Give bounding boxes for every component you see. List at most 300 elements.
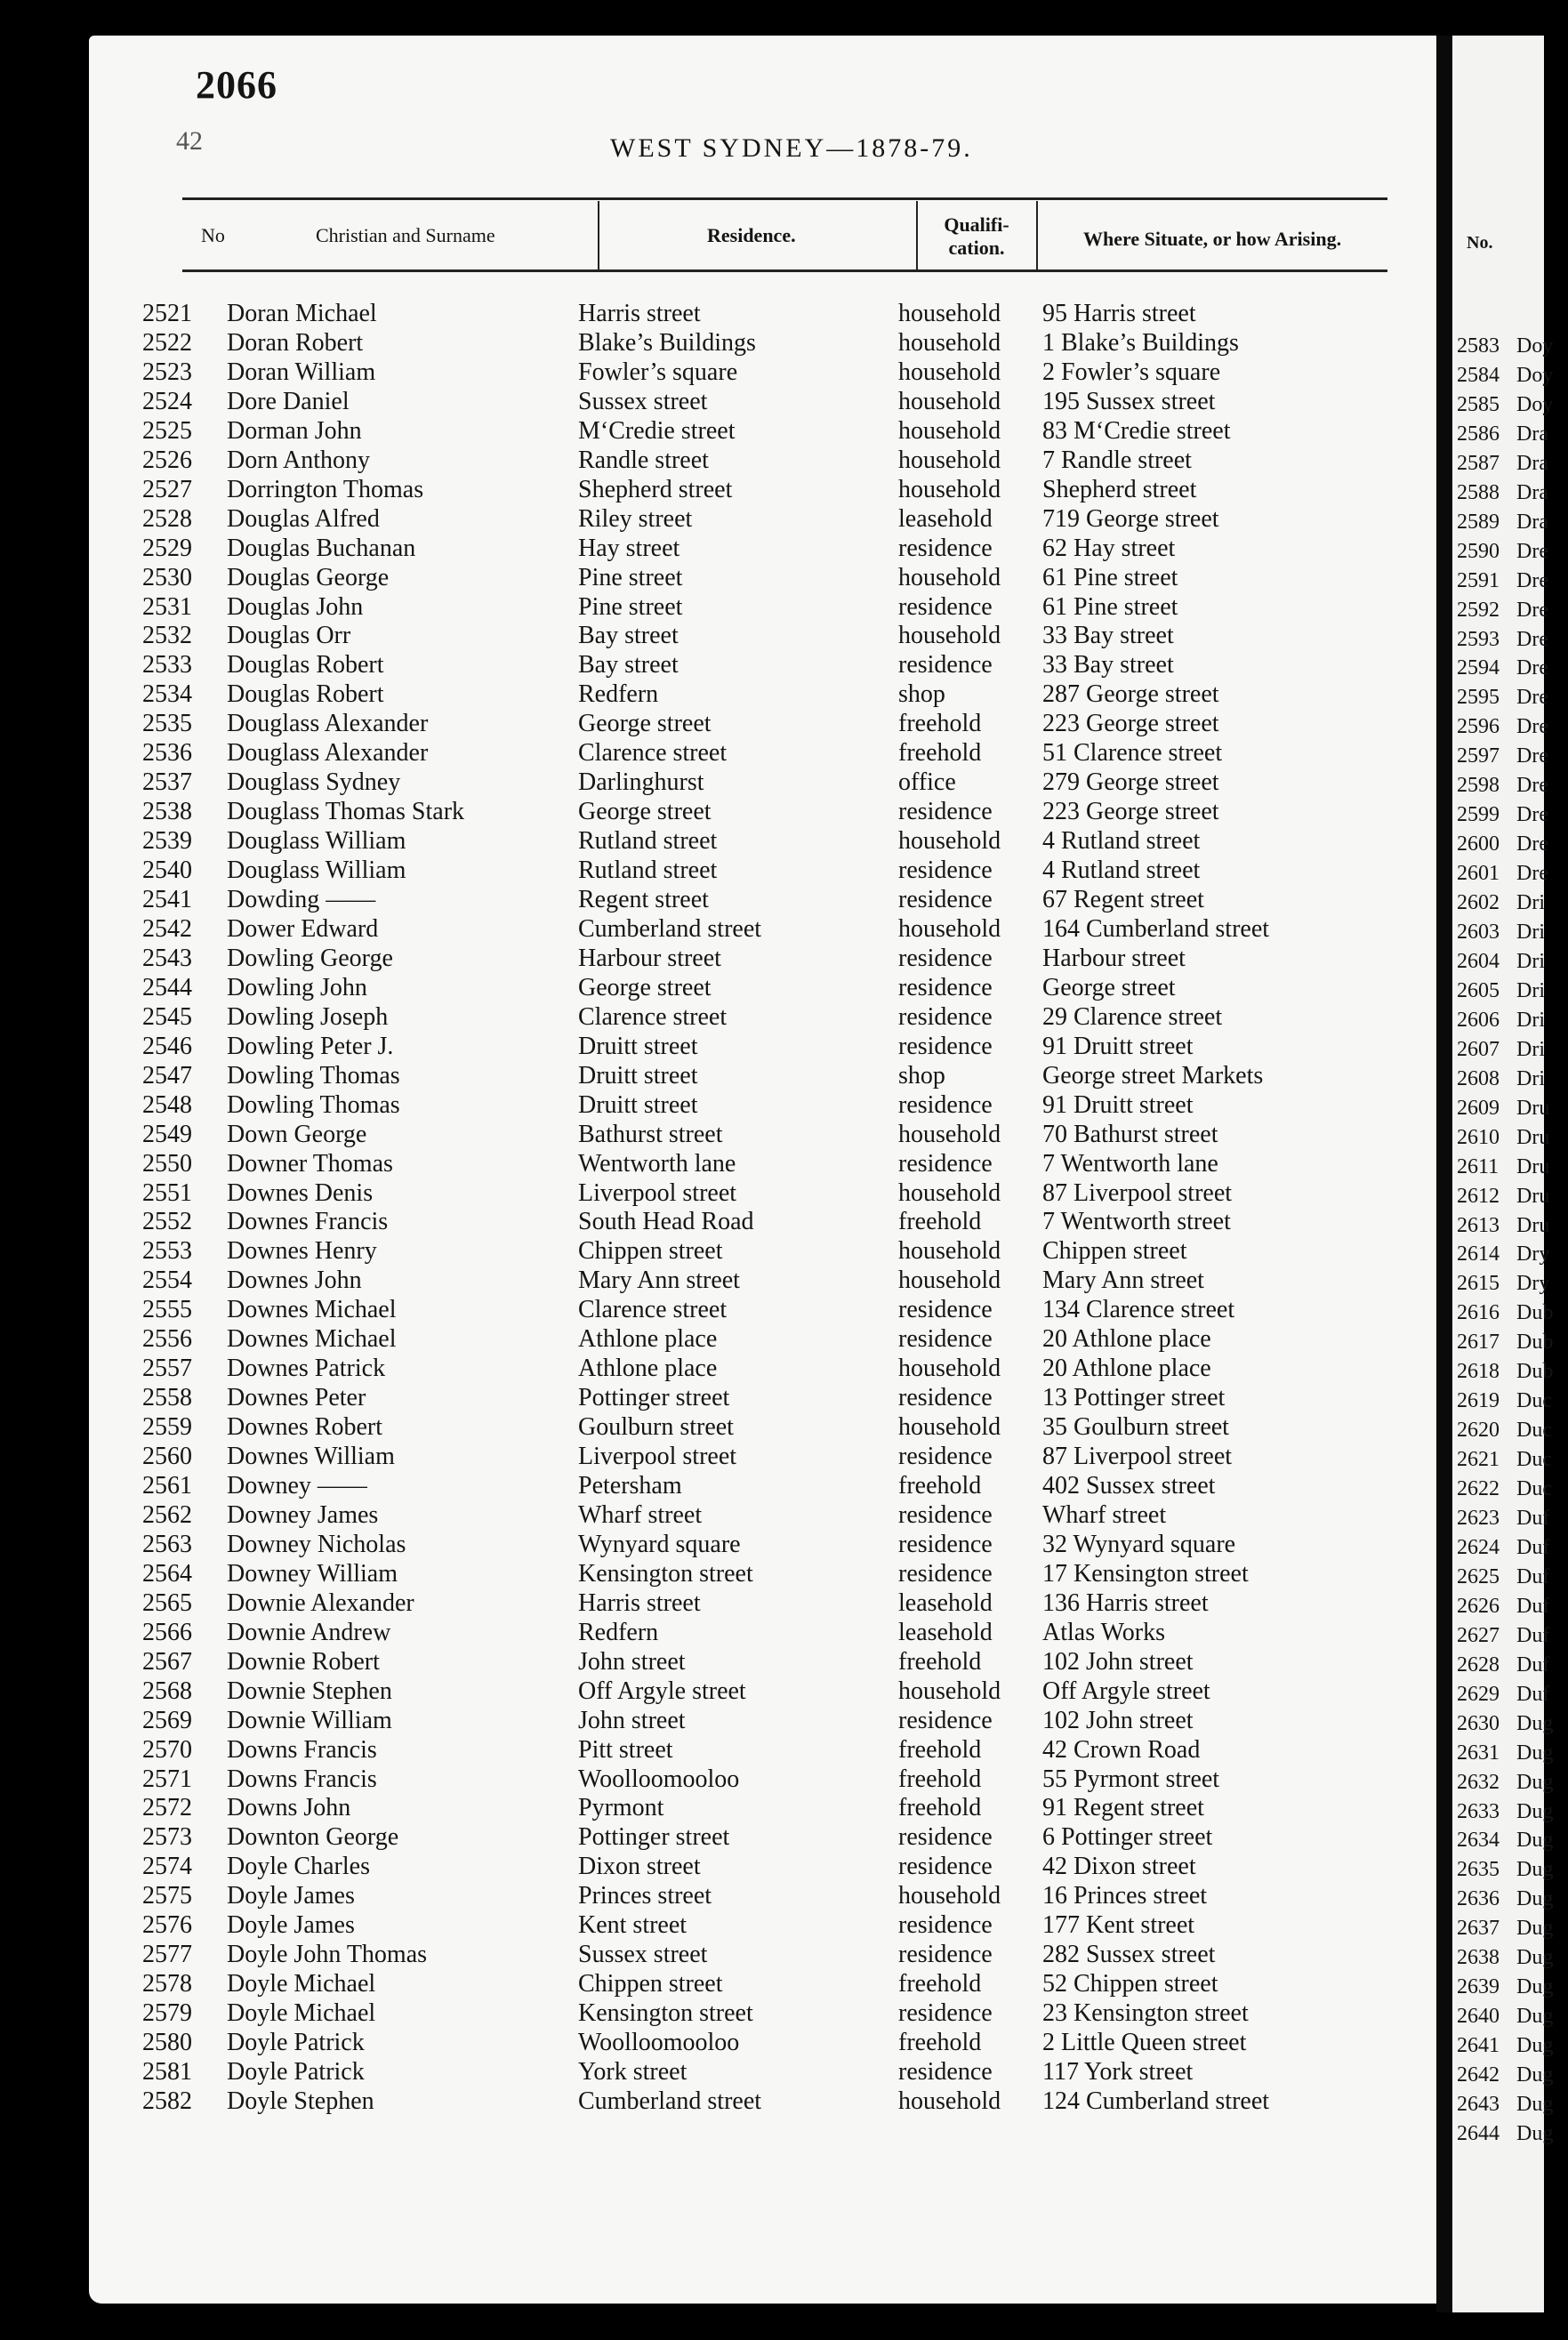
entry-where: 134 Clarence street	[1042, 1296, 1235, 1324]
table-row	[0, 1266, 1370, 1295]
entry-name: Downes Patrick	[227, 1355, 386, 1383]
entry-residence: Hay street	[578, 534, 680, 562]
entry-name: Douglas Buchanan	[227, 534, 416, 562]
entry-where: 42 Dixon street	[1042, 1853, 1196, 1881]
entry-where: 17 Kensington street	[1042, 1559, 1249, 1588]
table-row	[0, 1940, 1370, 1969]
entry-number: 2542	[142, 914, 192, 943]
table-row	[0, 1412, 1370, 1442]
entry-number: 2576	[142, 1911, 192, 1940]
right-list-item	[1452, 1123, 1568, 1153]
entry-number: 2563	[142, 1530, 192, 1558]
entry-number: 2546	[142, 1032, 192, 1060]
right-list-item	[1452, 947, 1568, 977]
right-entry-name: Dug	[1516, 1858, 1554, 1882]
table-row	[0, 1002, 1370, 1032]
entry-qualification: residence	[898, 1999, 993, 2028]
entry-qualification: freehold	[898, 1794, 982, 1822]
entry-name: Downie Andrew	[227, 1618, 391, 1646]
entry-qualification: household	[898, 1677, 1001, 1705]
entry-name: Dowding ——	[227, 886, 376, 913]
right-entry-name: Duc	[1516, 1448, 1552, 1472]
table-row	[0, 2028, 1370, 2057]
entry-residence: Druitt street	[578, 1061, 698, 1090]
right-entry-name: Dry	[1516, 1242, 1550, 1266]
right-entry-name: Dry	[1516, 1272, 1550, 1296]
entry-qualification: freehold	[898, 739, 982, 768]
table-row	[0, 768, 1370, 797]
entry-residence: George street	[578, 710, 712, 738]
right-entry-number: 2607	[1457, 1037, 1500, 1061]
entry-name: Dorrington Thomas	[227, 475, 424, 503]
entry-residence: Athlone place	[578, 1325, 718, 1354]
right-list-item	[1452, 478, 1568, 508]
entry-number: 2559	[142, 1413, 192, 1442]
entry-residence: Clarence street	[578, 1002, 728, 1031]
right-list-item	[1452, 2061, 1568, 2090]
entry-residence: Cumberland street	[578, 2087, 762, 2115]
entry-where: Atlas Works	[1042, 1618, 1166, 1646]
table-row	[0, 650, 1370, 679]
entry-residence: Petersham	[578, 1472, 682, 1500]
entry-where: 83 M‘Credie street	[1042, 416, 1231, 445]
entry-where: Mary Ann street	[1042, 1266, 1204, 1295]
entry-residence: South Head Road	[578, 1208, 754, 1236]
right-list-item	[1452, 1563, 1568, 1592]
right-entry-number: 2604	[1457, 949, 1500, 973]
right-list-item	[1452, 859, 1568, 889]
entry-qualification: residence	[898, 798, 993, 826]
qualification-header-line-2: cation.	[948, 237, 1005, 259]
column-header-where: Where Situate, or how Arising.	[1083, 228, 1342, 250]
entry-name: Douglas Alfred	[227, 504, 380, 533]
right-entry-number: 2620	[1457, 1419, 1500, 1443]
right-entry-name: Dru	[1516, 1096, 1550, 1120]
entry-where: 32 Wynyard square	[1042, 1530, 1236, 1558]
entry-qualification: household	[898, 1413, 1001, 1442]
right-entry-number: 2625	[1457, 1564, 1500, 1588]
entry-number: 2556	[142, 1325, 192, 1354]
entry-residence: Darlinghurst	[578, 768, 704, 797]
entry-where: 402 Sussex street	[1042, 1472, 1216, 1500]
right-list-item	[1452, 567, 1568, 596]
entry-residence: George street	[578, 798, 712, 826]
table-row	[0, 387, 1370, 416]
table-row	[0, 1207, 1370, 1236]
entry-name: Dorn Anthony	[227, 446, 370, 474]
table-row	[0, 1120, 1370, 1149]
right-entry-number: 2626	[1457, 1594, 1500, 1618]
table-row	[0, 2057, 1370, 2087]
right-entry-number: 2588	[1457, 480, 1500, 504]
entry-name: Downey Nicholas	[227, 1530, 406, 1558]
right-entry-number: 2615	[1457, 1272, 1500, 1296]
entry-where: 4 Rutland street	[1042, 827, 1201, 856]
header-divider-2	[916, 201, 918, 272]
right-entry-name: Dru	[1516, 1125, 1550, 1149]
entry-number: 2582	[142, 2087, 192, 2115]
right-list-item	[1452, 361, 1568, 390]
right-entry-name: Dug	[1516, 2063, 1554, 2087]
entry-where: 117 York street	[1042, 2058, 1194, 2086]
table-row	[0, 1530, 1370, 1559]
right-entry-number: 2602	[1457, 891, 1500, 915]
entry-residence: Pine street	[578, 563, 683, 591]
entry-residence: Kensington street	[578, 1559, 753, 1588]
entry-name: Dowling George	[227, 944, 393, 972]
entry-number: 2573	[142, 1823, 192, 1852]
column-header-no: No	[201, 224, 225, 246]
entry-residence: Shepherd street	[578, 475, 733, 503]
entry-name: Dowling Peter J.	[227, 1032, 394, 1060]
right-list-item	[1452, 1065, 1568, 1094]
entry-number: 2558	[142, 1384, 192, 1412]
entry-number: 2527	[142, 475, 192, 503]
entry-qualification: household	[898, 1266, 1001, 1295]
table-row	[0, 1969, 1370, 1998]
entry-number: 2561	[142, 1472, 192, 1500]
right-entry-number: 2630	[1457, 1711, 1500, 1735]
entry-qualification: household	[898, 387, 1001, 415]
right-entry-name: Dre	[1516, 686, 1548, 710]
right-entry-number: 2601	[1457, 862, 1500, 886]
entry-qualification: residence	[898, 1706, 993, 1734]
entry-number: 2566	[142, 1618, 192, 1646]
right-entry-number: 2600	[1457, 832, 1500, 856]
right-list-item	[1452, 889, 1568, 918]
right-entry-number: 2589	[1457, 510, 1500, 534]
entry-name: Downes Henry	[227, 1237, 377, 1266]
right-entry-name: Dra	[1516, 451, 1548, 475]
right-entry-number: 2612	[1457, 1184, 1500, 1208]
entry-number: 2524	[142, 387, 192, 415]
right-entry-number: 2590	[1457, 539, 1500, 563]
entry-residence: Redfern	[578, 1618, 659, 1646]
table-row	[0, 1236, 1370, 1266]
entry-number: 2549	[142, 1120, 192, 1148]
entry-where: Wharf street	[1042, 1500, 1167, 1529]
entry-qualification: household	[898, 2087, 1001, 2115]
entry-residence: Woolloomooloo	[578, 1765, 740, 1793]
right-list-item	[1452, 918, 1568, 947]
entry-where: 62 Hay street	[1042, 534, 1176, 562]
right-entry-number: 2644	[1457, 2121, 1500, 2145]
right-entry-number: 2594	[1457, 656, 1500, 680]
entry-qualification: residence	[898, 944, 993, 972]
entry-residence: Kent street	[578, 1911, 688, 1940]
entry-qualification: residence	[898, 1500, 993, 1529]
entry-where: George street	[1042, 973, 1176, 1001]
entry-name: Doyle Michael	[227, 1970, 376, 1998]
entry-where: 223 George street	[1042, 710, 1219, 738]
entry-name: Dowling Thomas	[227, 1090, 400, 1119]
entry-residence: Liverpool street	[578, 1443, 737, 1471]
entry-qualification: household	[898, 622, 1001, 650]
right-entry-name: Dug	[1516, 1975, 1554, 1999]
entry-name: Downes Robert	[227, 1413, 382, 1442]
entry-qualification: residence	[898, 1384, 993, 1412]
entry-name: Doyle Stephen	[227, 2087, 374, 2115]
entry-where: 2 Little Queen street	[1042, 2029, 1247, 2057]
right-entry-name: Dre	[1516, 539, 1548, 563]
entry-where: 279 George street	[1042, 768, 1219, 797]
entry-name: Downey ——	[227, 1472, 367, 1500]
entry-residence: John street	[578, 1706, 686, 1734]
right-entry-number: 2591	[1457, 568, 1500, 592]
entry-qualification: household	[898, 416, 1001, 445]
entry-qualification: leasehold	[898, 504, 993, 533]
entry-where: Off Argyle street	[1042, 1677, 1210, 1705]
right-entry-number: 2616	[1457, 1301, 1500, 1325]
entry-number: 2544	[142, 973, 192, 1001]
entry-number: 2551	[142, 1178, 192, 1207]
entry-where: 61 Pine street	[1042, 563, 1178, 591]
entry-residence: John street	[578, 1647, 686, 1676]
right-list-item	[1452, 742, 1568, 771]
table-row	[0, 885, 1370, 914]
right-list-item	[1452, 1475, 1568, 1504]
table-row	[0, 446, 1370, 475]
entry-residence: Druitt street	[578, 1090, 698, 1119]
entry-where: 4 Rutland street	[1042, 856, 1201, 885]
entry-residence: Clarence street	[578, 1296, 728, 1324]
entry-residence: York street	[578, 2058, 688, 2086]
right-entry-number: 2623	[1457, 1507, 1500, 1530]
entry-name: Downton George	[227, 1823, 399, 1852]
table-row	[0, 534, 1370, 563]
entry-qualification: household	[898, 827, 1001, 856]
right-list-item	[1452, 1094, 1568, 1123]
entry-name: Downes Francis	[227, 1208, 389, 1236]
table-row	[0, 1324, 1370, 1354]
entry-name: Douglass Sydney	[227, 768, 401, 797]
entry-number: 2526	[142, 446, 192, 474]
entry-qualification: residence	[898, 1296, 993, 1324]
right-entry-number: 2599	[1457, 803, 1500, 827]
table-row	[0, 504, 1370, 534]
right-entry-name: Duf	[1516, 1652, 1550, 1677]
entry-number: 2581	[142, 2058, 192, 2086]
right-list-item	[1452, 1533, 1568, 1563]
table-row	[0, 797, 1370, 826]
entry-where: 33 Bay street	[1042, 622, 1174, 650]
right-entry-number: 2595	[1457, 686, 1500, 710]
right-list-item	[1452, 2090, 1568, 2119]
table-row	[0, 1559, 1370, 1588]
header-divider-3	[1036, 201, 1038, 272]
table-row	[0, 1354, 1370, 1383]
entry-number: 2575	[142, 1882, 192, 1910]
entry-where: 91 Druitt street	[1042, 1032, 1194, 1060]
entry-number: 2570	[142, 1735, 192, 1764]
entry-name: Doyle Patrick	[227, 2058, 365, 2086]
entry-where: 55 Pyrmont street	[1042, 1765, 1220, 1793]
right-list-item	[1452, 1269, 1568, 1299]
right-list-item	[1452, 977, 1568, 1006]
entry-number: 2572	[142, 1794, 192, 1822]
entry-name: Dorman John	[227, 416, 362, 445]
right-entry-number: 2632	[1457, 1770, 1500, 1794]
right-entry-name: Dug	[1516, 2121, 1554, 2145]
entry-qualification: household	[898, 914, 1001, 943]
page-number: 42	[176, 126, 203, 156]
column-header-qualification	[921, 213, 1033, 260]
entry-residence: Cumberland street	[578, 914, 762, 943]
right-list-item	[1452, 625, 1568, 655]
entry-where: 87 Liverpool street	[1042, 1178, 1233, 1207]
entry-name: Douglas Robert	[227, 680, 384, 709]
entry-number: 2550	[142, 1149, 192, 1178]
entry-residence: Athlone place	[578, 1355, 718, 1383]
entry-residence: Druitt street	[578, 1032, 698, 1060]
entry-number: 2525	[142, 416, 192, 445]
entry-where: 35 Goulburn street	[1042, 1413, 1229, 1442]
entry-number: 2574	[142, 1853, 192, 1881]
entry-residence: Chippen street	[578, 1237, 723, 1266]
right-entry-name: Dug	[1516, 1711, 1554, 1735]
table-row	[0, 973, 1370, 1002]
entry-number: 2554	[142, 1266, 192, 1295]
right-entry-number: 2608	[1457, 1066, 1500, 1090]
right-entry-name: Dri	[1516, 921, 1545, 944]
entry-residence: M‘Credie street	[578, 416, 736, 445]
entry-name: Dowling Joseph	[227, 1002, 389, 1031]
entry-where: 1 Blake’s Buildings	[1042, 328, 1239, 357]
entry-where: 16 Princes street	[1042, 1882, 1208, 1910]
right-list-item	[1452, 1651, 1568, 1680]
entry-qualification: residence	[898, 592, 993, 621]
right-entry-name: Dug	[1516, 1829, 1554, 1853]
header-divider-1	[598, 201, 599, 272]
entry-number: 2528	[142, 504, 192, 533]
entry-where: 95 Harris street	[1042, 300, 1196, 327]
entry-qualification: freehold	[898, 1735, 982, 1764]
right-entry-name: Dru	[1516, 1184, 1550, 1208]
right-list-item	[1452, 1357, 1568, 1387]
right-entry-name: Duf	[1516, 1594, 1550, 1618]
entry-number: 2579	[142, 1999, 192, 2028]
entry-name: Douglass William	[227, 827, 406, 856]
entry-name: Doyle Michael	[227, 1999, 376, 2028]
entry-number: 2529	[142, 534, 192, 562]
entry-name: Downie Alexander	[227, 1588, 414, 1617]
entry-number: 2532	[142, 622, 192, 650]
right-entry-name: Dug	[1516, 1770, 1554, 1794]
right-entry-number: 2627	[1457, 1623, 1500, 1647]
entry-residence: Rutland street	[578, 827, 718, 856]
right-entry-name: Duc	[1516, 1477, 1552, 1501]
entry-where: 177 Kent street	[1042, 1911, 1195, 1940]
entry-name: Douglas George	[227, 563, 390, 591]
entry-residence: Riley street	[578, 504, 693, 533]
entry-name: Downes Michael	[227, 1296, 397, 1324]
entry-qualification: freehold	[898, 2029, 982, 2057]
entry-residence: Harris street	[578, 1588, 701, 1617]
entry-number: 2539	[142, 827, 192, 856]
entry-name: Dowling John	[227, 973, 367, 1001]
entry-where: 91 Druitt street	[1042, 1090, 1194, 1119]
entry-residence: Pyrmont	[578, 1794, 664, 1822]
entry-residence: Pitt street	[578, 1735, 673, 1764]
entry-name: Doyle Charles	[227, 1853, 370, 1881]
entry-residence: Wynyard square	[578, 1530, 741, 1558]
right-entry-number: 2624	[1457, 1535, 1500, 1559]
right-list-item	[1452, 1240, 1568, 1269]
right-entry-number: 2641	[1457, 2034, 1500, 2058]
column-header-name: Christian and Surname	[316, 224, 495, 246]
stamp-number: 2066	[196, 63, 277, 107]
entry-where: 61 Pine street	[1042, 592, 1178, 621]
entry-qualification: residence	[898, 1149, 993, 1178]
entry-name: Downes Peter	[227, 1384, 366, 1412]
right-entry-name: Dri	[1516, 949, 1545, 973]
right-list-item	[1452, 1182, 1568, 1211]
entry-number: 2535	[142, 710, 192, 738]
right-list-item	[1452, 1885, 1568, 1914]
entry-residence: Pottinger street	[578, 1823, 730, 1852]
entry-name: Dowling Thomas	[227, 1061, 400, 1090]
entry-residence: Liverpool street	[578, 1178, 737, 1207]
table-row	[0, 1178, 1370, 1208]
entry-where: 102 John street	[1042, 1706, 1194, 1734]
entry-qualification: household	[898, 328, 1001, 357]
entry-residence: Bay street	[578, 651, 679, 679]
column-header-residence: Residence.	[707, 224, 796, 246]
right-list-item	[1452, 1621, 1568, 1651]
entry-number: 2543	[142, 944, 192, 972]
entry-residence: Wharf street	[578, 1500, 703, 1529]
right-list-item	[1452, 654, 1568, 683]
entry-residence: Blake’s Buildings	[578, 328, 756, 357]
entry-number: 2567	[142, 1647, 192, 1676]
right-entry-number: 2605	[1457, 978, 1500, 1002]
right-list-item	[1452, 771, 1568, 800]
right-entry-name: Dre	[1516, 568, 1548, 592]
right-entry-name: Dug	[1516, 1741, 1554, 1765]
entry-name: Downes William	[227, 1443, 395, 1471]
right-entry-number: 2618	[1457, 1360, 1500, 1384]
right-entry-number: 2614	[1457, 1242, 1500, 1266]
entry-where: 7 Randle street	[1042, 446, 1192, 474]
entry-name: Doran Michael	[227, 300, 377, 327]
entry-number: 2553	[142, 1237, 192, 1266]
table-row	[0, 1588, 1370, 1618]
entry-where: 719 George street	[1042, 504, 1219, 533]
entry-name: Downie Robert	[227, 1647, 380, 1676]
right-entry-name: Duc	[1516, 1389, 1552, 1413]
entry-where: Shepherd street	[1042, 475, 1197, 503]
right-entry-number: 2584	[1457, 363, 1500, 387]
entry-number: 2545	[142, 1002, 192, 1031]
right-list-item	[1452, 2002, 1568, 2031]
entry-name: Downes John	[227, 1266, 362, 1295]
entry-name: Doyle Patrick	[227, 2029, 365, 2057]
entry-where: 13 Pottinger street	[1042, 1384, 1226, 1412]
right-list-item	[1452, 1709, 1568, 1739]
entry-residence: Kensington street	[578, 1999, 753, 2028]
right-entry-number: 2603	[1457, 921, 1500, 944]
table-row	[0, 738, 1370, 768]
right-entry-name: Dre	[1516, 862, 1548, 886]
entry-name: Dower Edward	[227, 914, 379, 943]
entry-where: 7 Wentworth street	[1042, 1208, 1231, 1236]
entry-name: Downes Denis	[227, 1178, 374, 1207]
right-list-item	[1452, 1914, 1568, 1943]
entry-number: 2523	[142, 358, 192, 386]
table-row	[0, 709, 1370, 738]
entry-number: 2577	[142, 1941, 192, 1969]
entry-residence: Goulburn street	[578, 1413, 734, 1442]
